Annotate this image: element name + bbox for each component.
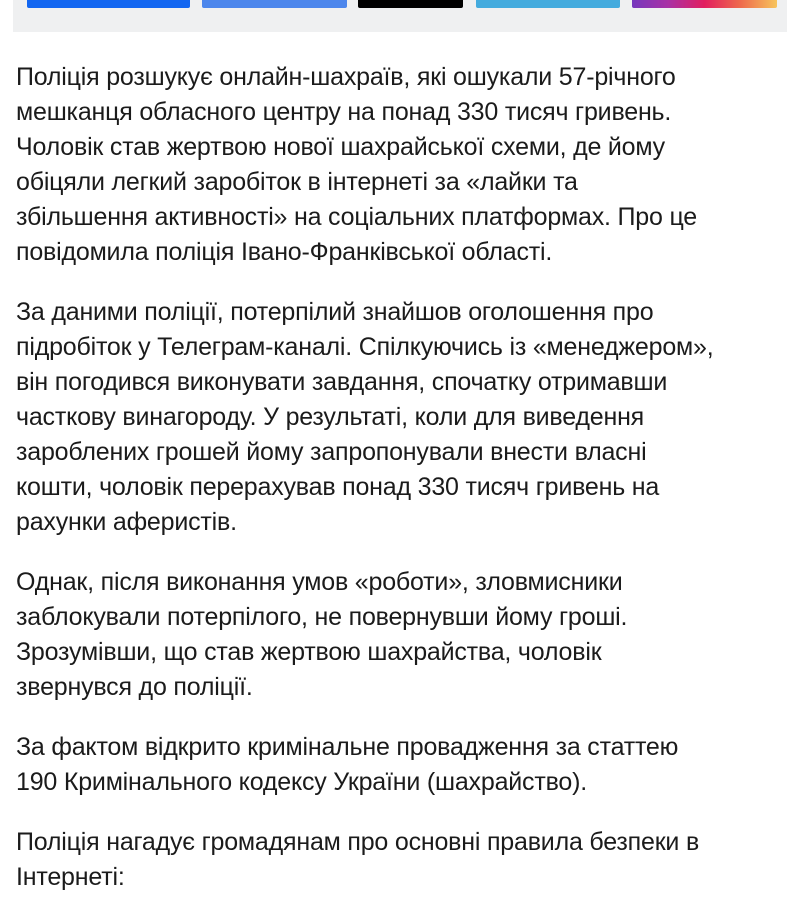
text-line: Зрозумівши, що став жертвою шахрайства, чоловік	[16, 638, 602, 666]
article-body	[16, 60, 784, 895]
text-line: кошти, чоловік перерахував понад 330 тисяч гривень на	[16, 473, 660, 501]
paragraph	[16, 825, 784, 895]
text-line: рахунки аферистів.	[16, 508, 237, 536]
instagram-share-button[interactable]	[632, 0, 777, 8]
text-line: Чоловік став жертвою нової шахрайської схеми, де йому	[16, 133, 665, 161]
text-line: Інтернеті:	[16, 863, 125, 891]
text-line: За фактом відкрито кримінальне провадження за статтею	[16, 733, 679, 761]
messenger-share-button[interactable]	[202, 0, 347, 8]
text-line: 190 Кримінального кодексу України (шахрайство).	[16, 768, 587, 796]
paragraph	[16, 565, 784, 705]
paragraph	[16, 295, 784, 540]
text-line: звернувся до поліції.	[16, 673, 253, 701]
text-line: він погодився виконувати завдання, спочатку отримавши	[16, 368, 668, 396]
text-line: мешканця обласного центру на понад 330 тисяч гривень.	[16, 98, 672, 126]
text-line: повідомила поліція Івано-Франківської області.	[16, 238, 553, 266]
text-line: Поліція нагадує громадянам про основні правила безпеки в	[16, 828, 700, 856]
text-line: Поліція розшукує онлайн-шахраїв, які ошукали 57-річного	[16, 63, 676, 91]
text-line: підробіток у Телеграм-каналі. Спілкуючись із «менеджером»,	[16, 333, 714, 361]
text-line: заблокували потерпілого, не повернувши йому гроші.	[16, 603, 628, 631]
paragraph	[16, 60, 784, 270]
text-line: За даними поліції, потерпілий знайшов оголошення про	[16, 298, 654, 326]
x-share-button[interactable]	[358, 0, 463, 8]
facebook-share-button[interactable]	[27, 0, 190, 8]
text-line: часткову винагороду. У результаті, коли для виведення	[16, 403, 645, 431]
text-line: Однак, після виконання умов «роботи», зловмисники	[16, 568, 623, 596]
text-line: зароблених грошей йому запропонували внести власні	[16, 438, 647, 466]
text-line: обіцяли легкий заробіток в інтернеті за «лайки та	[16, 168, 578, 196]
share-bar	[13, 0, 787, 32]
telegram-share-button[interactable]	[476, 0, 620, 8]
text-line: збільшення активності» на соціальних платформах. Про це	[16, 203, 698, 231]
paragraph	[16, 730, 784, 800]
